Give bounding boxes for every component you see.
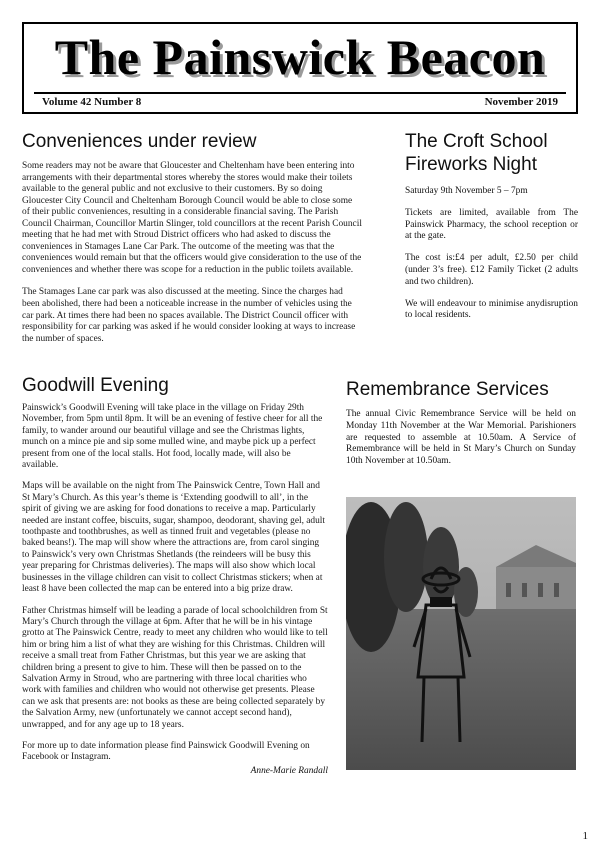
author-signature: Anne-Marie Randall — [250, 765, 328, 776]
article-remembrance — [346, 378, 576, 478]
article-heading: The Croft School Fireworks Night — [405, 131, 548, 175]
article-paragraph: Father Christmas himself will be leading a parade of local schoolchildren from St Mary’s Church through the village at 6pm. After that he will be in his vintage grotto at The Painswick Centre, ready to meet any children who would like to tell him or bring him a list of what they are wishing for this Christmas. Children will receive a small treat from Father Christmas, but this year we are asking that children bring a present to give to him. These will then be passed on to the Salvation Army in Stroud, who are partnering with three local charities who work with families and children who would not otherwise get presents. Please can we ask that presents are: not books as these are being collected separately by the Salvation Army, new (unfortunately we cannot accept second hand), unwrapped, and for any age up to 18 years. — [22, 605, 328, 730]
masthead-divider — [34, 92, 566, 94]
article-paragraph: The Stamages Lane car park was also discussed at the meeting. Since the charges had been abolished, there had been a noticeable increase in the number of vehicles using the car park. At times there had been no spaces available. The District Council officer with responsibility for car parking was asked if he would consider looking at ways to increase the number of spaces. — [22, 287, 356, 344]
article-paragraph: Tickets are limited, available from The Painswick Pharmacy, the school reception or at the gate. — [405, 207, 578, 242]
article-paragraph: Maps will be available on the night from The Painswick Centre, Town Hall and St Mary’s Church. As this year’s theme is ‘Extending goodwill to all’, in the spirit of giving we are asking for food donations to receive a map. Particularly needed are instant coffee, biscuits, sugar, shampoo, deodorant, shaving gel, adult toothpaste and toothbrushes, as well as tinned fruit and vegetables (please no baked beans!). The map will show where the attractions are, from carol singing to Painswick’s very own Christmas Shetlands (the reindeers will be busy this year preparing for Christmas deliveries). The maps will also show which local businesses in the village children can visit to collect Christmas stickers; when at least 8 have been collected the map can be entered into a big prize draw. — [22, 481, 326, 595]
page-number: 1 — [582, 830, 588, 842]
article-paragraph: Some readers may not be aware that Gloucester and Cheltenham have been entering into arrangements with their departmental stores whereby the stores would make their toilets available to the general public and not exclusive to their customers. By so doing Gloucester City Council and Cheltenham Borough Council would be able to close some of their public conveniences, resulting in a considerable financial saving. The Parish Council Chairman, Councillor Martin Slinger, told councillors at the recent Parish Council meeting that he had met with Stroud District officers who had asked to discuss the conveniences in Stamages Lane Car Park. The outcome of the meeting was that the conveniences would remain but that the officers would give consideration to the use of the conveniences and whether there was scope for a reduction in the public toilets available. — [22, 161, 362, 275]
article-paragraph: We will endeavour to minimise anydisruption to local residents. — [405, 298, 578, 321]
article-paragraph: The annual Civic Remembrance Service will be held on Monday 11th November at the War Memorial. Parishioners are requested to assemble at 10.50am. A Service of Remembrance will be held in St Mary’s Church on Sunday 10th November at 10.50am. — [346, 409, 576, 467]
article-paragraph: Painswick’s Goodwill Evening will take place in the village on Friday 29th November, from 5pm until 8pm. It will be an evening of festive cheer for all the family, to wander around our beautiful village and see the Christmas lights, munch on a mince pie and sip some mulled wine, and maybe pick up a perfect present from one of the local stalls. Hot food, locally made, will also be available. — [22, 403, 323, 471]
article-heading: Goodwill Evening — [22, 375, 169, 396]
photo-soldier-silhouette — [346, 497, 576, 770]
article-conveniences — [22, 130, 362, 356]
issue-date: November 2019 — [484, 96, 558, 108]
article-croft-school — [405, 130, 578, 332]
ticket-prices: The cost is:£4 per adult, £2.50 per child (under 3’s free). £12 Family Ticket (2 adults and two children). — [405, 253, 578, 287]
event-date: Saturday 9th November 5 – 7pm — [405, 186, 528, 196]
article-goodwill-evening — [22, 374, 328, 776]
remembrance-photo — [346, 497, 576, 770]
article-heading: Conveniences under review — [22, 131, 257, 152]
masthead — [22, 22, 578, 114]
issue-volume: Volume 42 Number 8 — [42, 96, 142, 108]
article-paragraph: For more up to date information please find Painswick Goodwill Evening on Facebook or Instagram. — [22, 740, 310, 763]
article-heading: Remembrance Services — [346, 379, 549, 400]
masthead-title: The Painswick Beacon — [54, 29, 546, 85]
